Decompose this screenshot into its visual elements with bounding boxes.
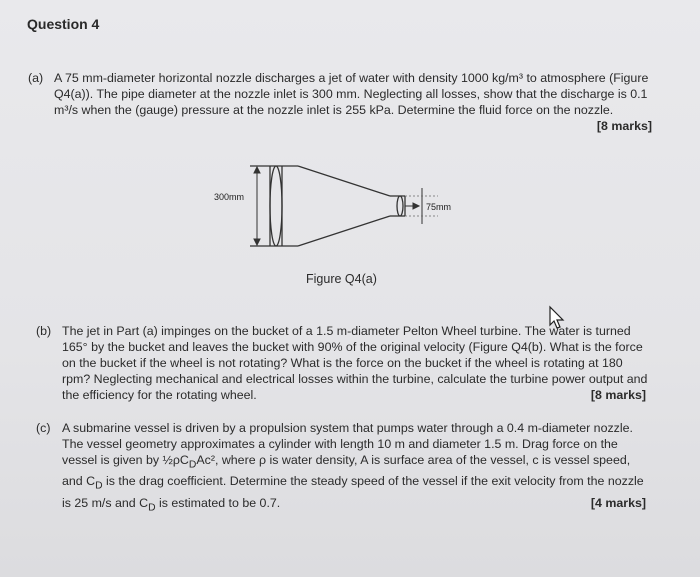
part-c-label: (c) xyxy=(36,421,51,435)
nozzle-drawing xyxy=(250,166,405,246)
part-c-text-3: is the drag coefficient. Determine the steady speed of the vessel if the exit velocity from the nozzle is 25 m/s and C xyxy=(62,474,644,510)
part-c-text-1: A submarine vessel is driven by a propulsion system that pumps water through a 0.4 m-diameter nozzle. The vessel geometry approximates a cylinder with length 10 m and diameter 1.5 m. Drag force on the vessel is given by xyxy=(62,421,633,467)
nozzle-figure xyxy=(200,158,460,258)
inlet-diameter-label: 300mm xyxy=(214,192,245,202)
part-b-label: (b) xyxy=(36,324,52,338)
cd-subscript: D xyxy=(95,480,103,492)
drag-formula-tail: Ac² xyxy=(196,453,215,467)
part-b-marks: [8 marks] xyxy=(590,388,646,402)
part-c-text-4: is estimated to be 0.7. xyxy=(155,495,281,510)
part-a-marks: [8 marks] xyxy=(596,119,652,133)
outlet-diameter-label: 75mm xyxy=(426,202,452,212)
drag-formula: ½ρC xyxy=(162,453,189,467)
part-b xyxy=(36,323,648,403)
part-a-label: (a) xyxy=(28,71,44,85)
part-c-text-2: , where ρ is water density, A is surface area of the vessel, c is vessel speed, and C xyxy=(62,453,631,489)
question-title: Question 4 xyxy=(27,16,100,32)
part-c-marks: [4 marks] xyxy=(590,495,646,510)
part-c xyxy=(36,420,648,516)
part-b-text: The jet in Part (a) impinges on the bucket of a 1.5 m-diameter Pelton Wheel turbine. The water is turned 165° by the bucket and leaves the bucket with 90% of the original velocity (Figure Q4(b). What is the force on the bucket if the wheel is not rotating? What is the force on the bucket if the wheel is rotating at 180 rpm? Neglecting mechanical and electrical losses within the turbine, calculate the turbine power output and the efficiency for the rotating wheel. xyxy=(62,324,648,402)
part-a-text: A 75 mm-diameter horizontal nozzle discharges a jet of water with density 1000 kg/m³ to atmosphere (Figure Q4(a)). The pipe diameter at the nozzle inlet is 300 mm. Neglecting all losses, show that the discharge is 0.1 m³/s when the (gauge) pressure at the nozzle inlet is 255 kPa. Determine the fluid force on the nozzle. xyxy=(54,71,649,117)
cd-subscript-2: D xyxy=(148,502,156,514)
figure-caption: Figure Q4(a) xyxy=(306,272,377,286)
part-a xyxy=(28,70,654,134)
drag-formula-subscript: D xyxy=(188,459,197,471)
